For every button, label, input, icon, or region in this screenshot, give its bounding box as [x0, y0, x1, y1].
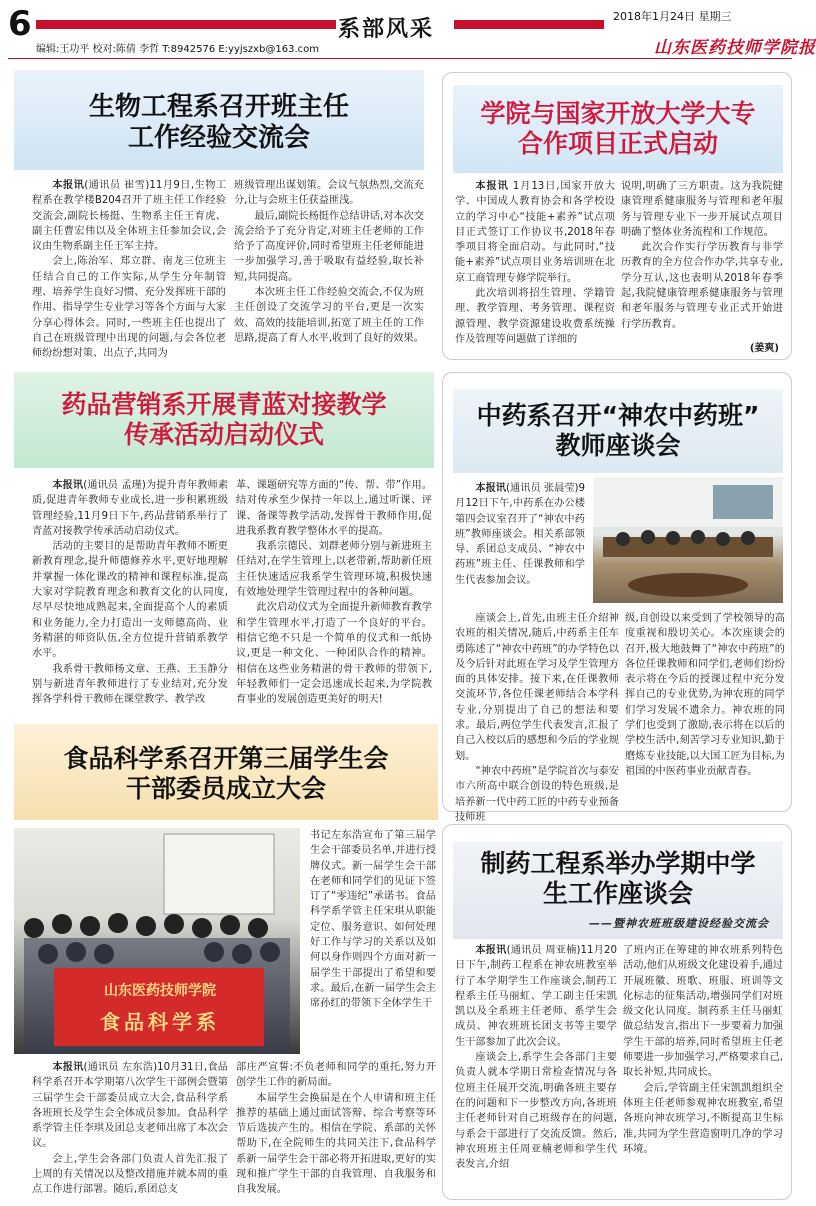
article-body-col2: [625, 611, 785, 809]
article-pharma-marketing: [14, 372, 434, 712]
section-title: 系部风采: [338, 16, 435, 42]
article-title: [453, 849, 783, 909]
title-band: [453, 85, 783, 173]
article-signature: (姜爽): [749, 343, 779, 354]
title-line-2: 干部委员成立大会: [125, 774, 326, 803]
title-band: [453, 389, 783, 473]
paragraph: 会后,学管副主任宋凯凯组织全体班主任老师参观神农班教室,希望各班向神农班学习,不断提高卫生标准,共同为学生营造窗明几净的学习环境。: [623, 1082, 783, 1155]
article-body-col2: [623, 943, 783, 1197]
lead-marker: 本报讯: [475, 945, 507, 956]
paragraph: 本报讯(通讯员 张晨莹)9月12日下午,中药系在办公楼第四会议室召开了“神农中药班”教师座谈会。相关系部领导、系团总支成员、“神农中药班”班主任、任课教师和学生代表参加会议。: [455, 483, 586, 586]
paragraph: 此次合作实行学历教育与非学历教育的全方位合作办学,共享专业,学分互认,这也表明从2018年春季起,我院健康管理系健康服务与管理和老年服务与管理专业正式开始进行学历教育。: [621, 242, 783, 330]
title-line-2: 教师座谈会: [555, 431, 681, 460]
article-subtitle: ——暨神农班班级建设经验交流会: [589, 917, 769, 930]
paragraph: 会上,陈治军、郑立群、南龙三位班主任结合自己的工作实际,从学生分年制管理、培养学生良好习惯、充分发挥班干部的作用、指导学生专业学习等各个方面与大家分享心得体会。同时,一些班主任也提出了自己在班级管理中出现的问题,与会各位老师纷纷想对策、出点子,共同为: [32, 256, 226, 360]
paragraph: 班级管理出谋划策。会议气氛热烈,交流充分,让与会班主任获益匪浅。: [234, 180, 424, 207]
lead-marker: 本报讯: [475, 483, 507, 494]
paragraph: 会上,学生会各部门负责人首先汇报了上周的有关情况以及整改措施并就本周的重点工作进行部署。随后,系团总支: [32, 1153, 228, 1196]
paragraph: 我系骨干教师杨文章、王燕、王玉静分别与新进青年教师进行了专业结对,充分发挥各学科骨干教师在课堂教学、教学改: [32, 663, 228, 706]
article-body-col2: [236, 1060, 436, 1198]
article-open-university: [442, 72, 792, 360]
title-line-1: 中药系召开“神农中药班”: [476, 401, 760, 430]
group-photo: [14, 828, 300, 1054]
lead-marker: 本报讯: [52, 480, 84, 491]
lead-marker: 本报讯: [52, 1062, 84, 1073]
article-body-col2: [236, 478, 432, 708]
paragraph: 本报讯(通讯员 左东浩)10月31日,食品科学系召开本学期第八次学生干部例会暨第三届学生会干部委员成立大会,食品科学系各班班长及学生会全体成员参加。食品科学系学管主任李琪及团总支老师出席了本次会议。: [32, 1062, 228, 1150]
article-body-col1: [455, 611, 619, 823]
header-red-bar-left: [36, 20, 336, 29]
paragraph: 革、课题研究等方面的“传、帮、带”作用。结对传承至少保持一年以上,通过听课、评课、备课等教学活动,发挥骨干教师作用,促进我系教育教学整体水平的提高。: [236, 480, 432, 537]
page-header: [0, 0, 816, 62]
title-band: [14, 70, 424, 170]
banner-school-name: 山东医药技师学院: [104, 983, 216, 999]
paragraph: 本次班主任工作经验交流会,不仅为班主任创设了交流学习的平台,更是一次实效、高效的技能培训,拓宽了班主任的工作思路,提高了育人水平,收到了良好的效果。: [234, 287, 424, 344]
paragraph: 本报讯(通讯员 孟瑾)为提升青年教师素质,促进青年教师专业成长,进一步积累班级管理经验,11月9日下午,药品营销系举行了青蓝对接教学传承活动启动仪式。: [32, 480, 229, 537]
title-line-2: 合作项目正式启动: [517, 129, 718, 158]
article-title: [14, 744, 438, 804]
paragraph: 活动的主要目的是帮助青年教师不断更新教育理念,提升师德修养水平,更好地理解并掌握一体化课改的精神和课程标准,提高大家对学院教育理念和教育文化的认同度,尽早尽快地成熟起来,全面提高个人的素质和业务能力,全力打造出一支师德高尚、业务精湛的师资队伍,全方位提升营销系教学水平。: [32, 541, 228, 660]
article-lead: [455, 481, 585, 607]
lead-marker: 本报讯: [475, 181, 509, 192]
paragraph: 级,自创设以来受到了学校领导的高度重视和殷切关心。本次座谈会的召开,极大地鼓舞了“神农中药班”的各位任课教师和同学们,老师们纷纷表示将在今后的授课过程中充分发挥自己的专业优势,为神农班的同学们学习发展不遗余力。神农班的同学们也受到了激励,表示将在以后的学校生活中,刻苦学习专业知识,勤于磨炼专业技能,以大国工匠为目标,为祖国的中医药事业贡献青春。: [625, 613, 785, 777]
article-shennong-class: [442, 372, 792, 823]
paragraph: 此次启动仪式为全面提升新师教育教学和学生管理水平,打造了一个良好的平台。相信它绝不只是一个简单的仪式和一纸协议,更是一种文化、一种团队合作的精神。相信在这些业务精湛的骨干教师的带领下,年轻教师们一定会迅速成长起来,为学院教育事业的发展创造更美好的明天!: [236, 602, 432, 706]
article-body-col2: [234, 178, 424, 346]
title-line-1: 生物工程系召开班主任: [88, 92, 349, 122]
paragraph: 了班内正在筹建的神农班系列特色活动,他们从班级文化建设着手,通过开展班徽、班歌、班服、班训等文化标志的征集活动,增强同学们对班级文化认同度。制药系主任马丽虹做总结发言,指出下一步要着力加强学生干部的培养,同时希望班主任老师要进一步加强学习,严格要求自己,取长补短,共同成长。: [623, 945, 783, 1079]
page-number: 6: [8, 4, 32, 44]
article-title: [453, 401, 783, 461]
banner-department: 食品科学系: [100, 1010, 220, 1034]
article-biology: [14, 70, 424, 360]
paragraph: 说明,明确了三方职责。这为我院健康管理系健康服务与管理和老年服务与管理专业下一步开展试点项目明确了整体业务流程和工作规范。: [621, 181, 783, 238]
editor-credits: 编辑:王功平 校对:陈倩 李哲 T:8942576 E:yyjszxb@163.com: [36, 44, 320, 55]
article-body-col1: [32, 478, 228, 708]
title-line-1: 药品营销系开展青蓝对接教学: [61, 390, 387, 419]
title-band: [453, 841, 783, 939]
paragraph: 我系宗德民、刘群老师分别与新进班主任结对,在学生管理上,以老带新,帮助新任班主任快速适应我系学生管理环境,积极快速有效地处理学生管理过程中的各种问题。: [236, 541, 432, 599]
article-body-col2: [621, 179, 783, 339]
paragraph: 最后,副院长杨挺作总结讲话,对本次交流会给予了充分肯定,对班主任老师的工作给予了高度评价,同时希望班主任老师能进一步加强学习,善于吸取有益经验,取长补短,共同提高。: [234, 210, 424, 283]
title-line-2: 传承活动启动仪式: [123, 420, 324, 449]
article-title: [14, 390, 434, 450]
article-body-col1: [32, 178, 227, 360]
paragraph: 座谈会上,系学生会各部门主要负责人就本学期日常检查情况与各位班主任展开交流,明确各班主要存在的问题和下一步整改方向,各班班主任老师针对自己班级存在的问题,与系会干部进行了交流反馈。然后,神农班班主任周亚楠老师和学生代表发言,介绍: [455, 1052, 617, 1171]
paragraph: 座谈会上,首先,由班主任介绍神农班的相关情况,随后,中药系主任车勇陈述了“神农中药班”的办学特色以及今后针对此班在学习及学生管理方面的具体安排。接下来,在任课教师交流环节,各位任课老师结合本学科专业,分别提出了自己的想法和要求。最后,两位学生代表发言,汇报了自己入校以后的感想和今后的学业规划。: [455, 613, 619, 762]
paragraph: 部庄严宣誓:不负老师和同学的重托,努力开创学生工作的新局面。: [236, 1062, 436, 1089]
article-body-col1: [32, 1060, 228, 1198]
header-red-bar-right: [454, 20, 604, 29]
paragraph: 本报讯(通讯员 崔雪)11月9日,生物工程系在教学楼B204召开了班主任工作经验交流会,副院长杨挺、生物系主任王育虎、副主任曹宏伟以及全体班主任参加会议,会议由生物系副主任王军主持。: [32, 180, 227, 253]
paragraph: 此次培训将招生管理、学籍管理、教学管理、考务管理、课程资源管理、教学资源建设收费系统操作及管理等问题做了详细的: [455, 288, 615, 345]
article-body-col1: [455, 179, 615, 355]
paragraph: 本报讯 1月13日,国家开放大学、中国成人教育协会和各学校设立的学习中心“技能+素养”试点项目正式签订工作协议书,2018年春季项目将全面启动。与此同时,“技能+素养”试点项目业务培训班在北京工商管理专修学院举行。: [455, 181, 616, 284]
title-line-2: 工作经验交流会: [127, 123, 310, 154]
newspaper-logo: 山东医药技师学院报: [654, 38, 816, 58]
meeting-photo: [593, 477, 783, 603]
title-line-1: 食品科学系召开第三届学生会: [63, 744, 389, 773]
article-title: [453, 99, 783, 159]
title-line-2: 生工作座谈会: [542, 879, 693, 908]
article-body-col1: [455, 943, 617, 1197]
article-pharma-engineering: [442, 824, 792, 1200]
lead-marker: 本报讯: [52, 180, 85, 191]
article-side-text: [310, 828, 436, 1056]
title-line-1: 学院与国家开放大学大专: [480, 99, 756, 128]
issue-date: 2018年1月24日 星期三: [613, 10, 732, 23]
article-food-science: [14, 724, 438, 1200]
article-title: [14, 92, 424, 154]
paragraph: “神农中药班”是学院首次与泰安市六所高中联合创设的特色班级,是培养新一代中药工匠的中药专业预备技师班: [455, 765, 619, 823]
header-divider: [8, 58, 792, 59]
paragraph: 本报讯(通讯员 周亚楠)11月20日下午,制药工程系在神农班教室举行了本学期学生工作座谈会,制药工程系主任马丽虹、学工副主任宋凯凯以及全系班主任老师、系学生会成员、神农班班长团支书等主要学生干部参加了此次会议。: [455, 945, 617, 1048]
title-band: [14, 724, 438, 820]
paragraph: 书记左东浩宣布了第三届学生会干部委员名单,并进行授牌仪式。新一届学生会干部在老师和同学们的见证下签订了“零违纪”承诺书。食品科学系学管主任宋琪从职能定位、服务意识、如何处理好工作与学习的关系以及如何以身作则四个方面对新一届学生干部提出了希望和要求。最后,在新一届学生会主席孙红的带领下全体学生干: [310, 830, 436, 1010]
paragraph: 本届学生会换届是在个人申请和班主任推荐的基础上通过面试答辩、综合考察等环节后选拔产生的。相信在学院、系部的关怀帮助下,在全院师生的共同关注下,食品科学系新一届学生会干部必将开拓进取,更好的实现和推广学生干部的自我管理、自我服务和自我发展。: [236, 1092, 436, 1196]
title-band: [14, 372, 434, 468]
meeting-photo-illustration: [593, 477, 783, 603]
title-line-1: 制药工程系举办学期中学: [480, 849, 756, 878]
